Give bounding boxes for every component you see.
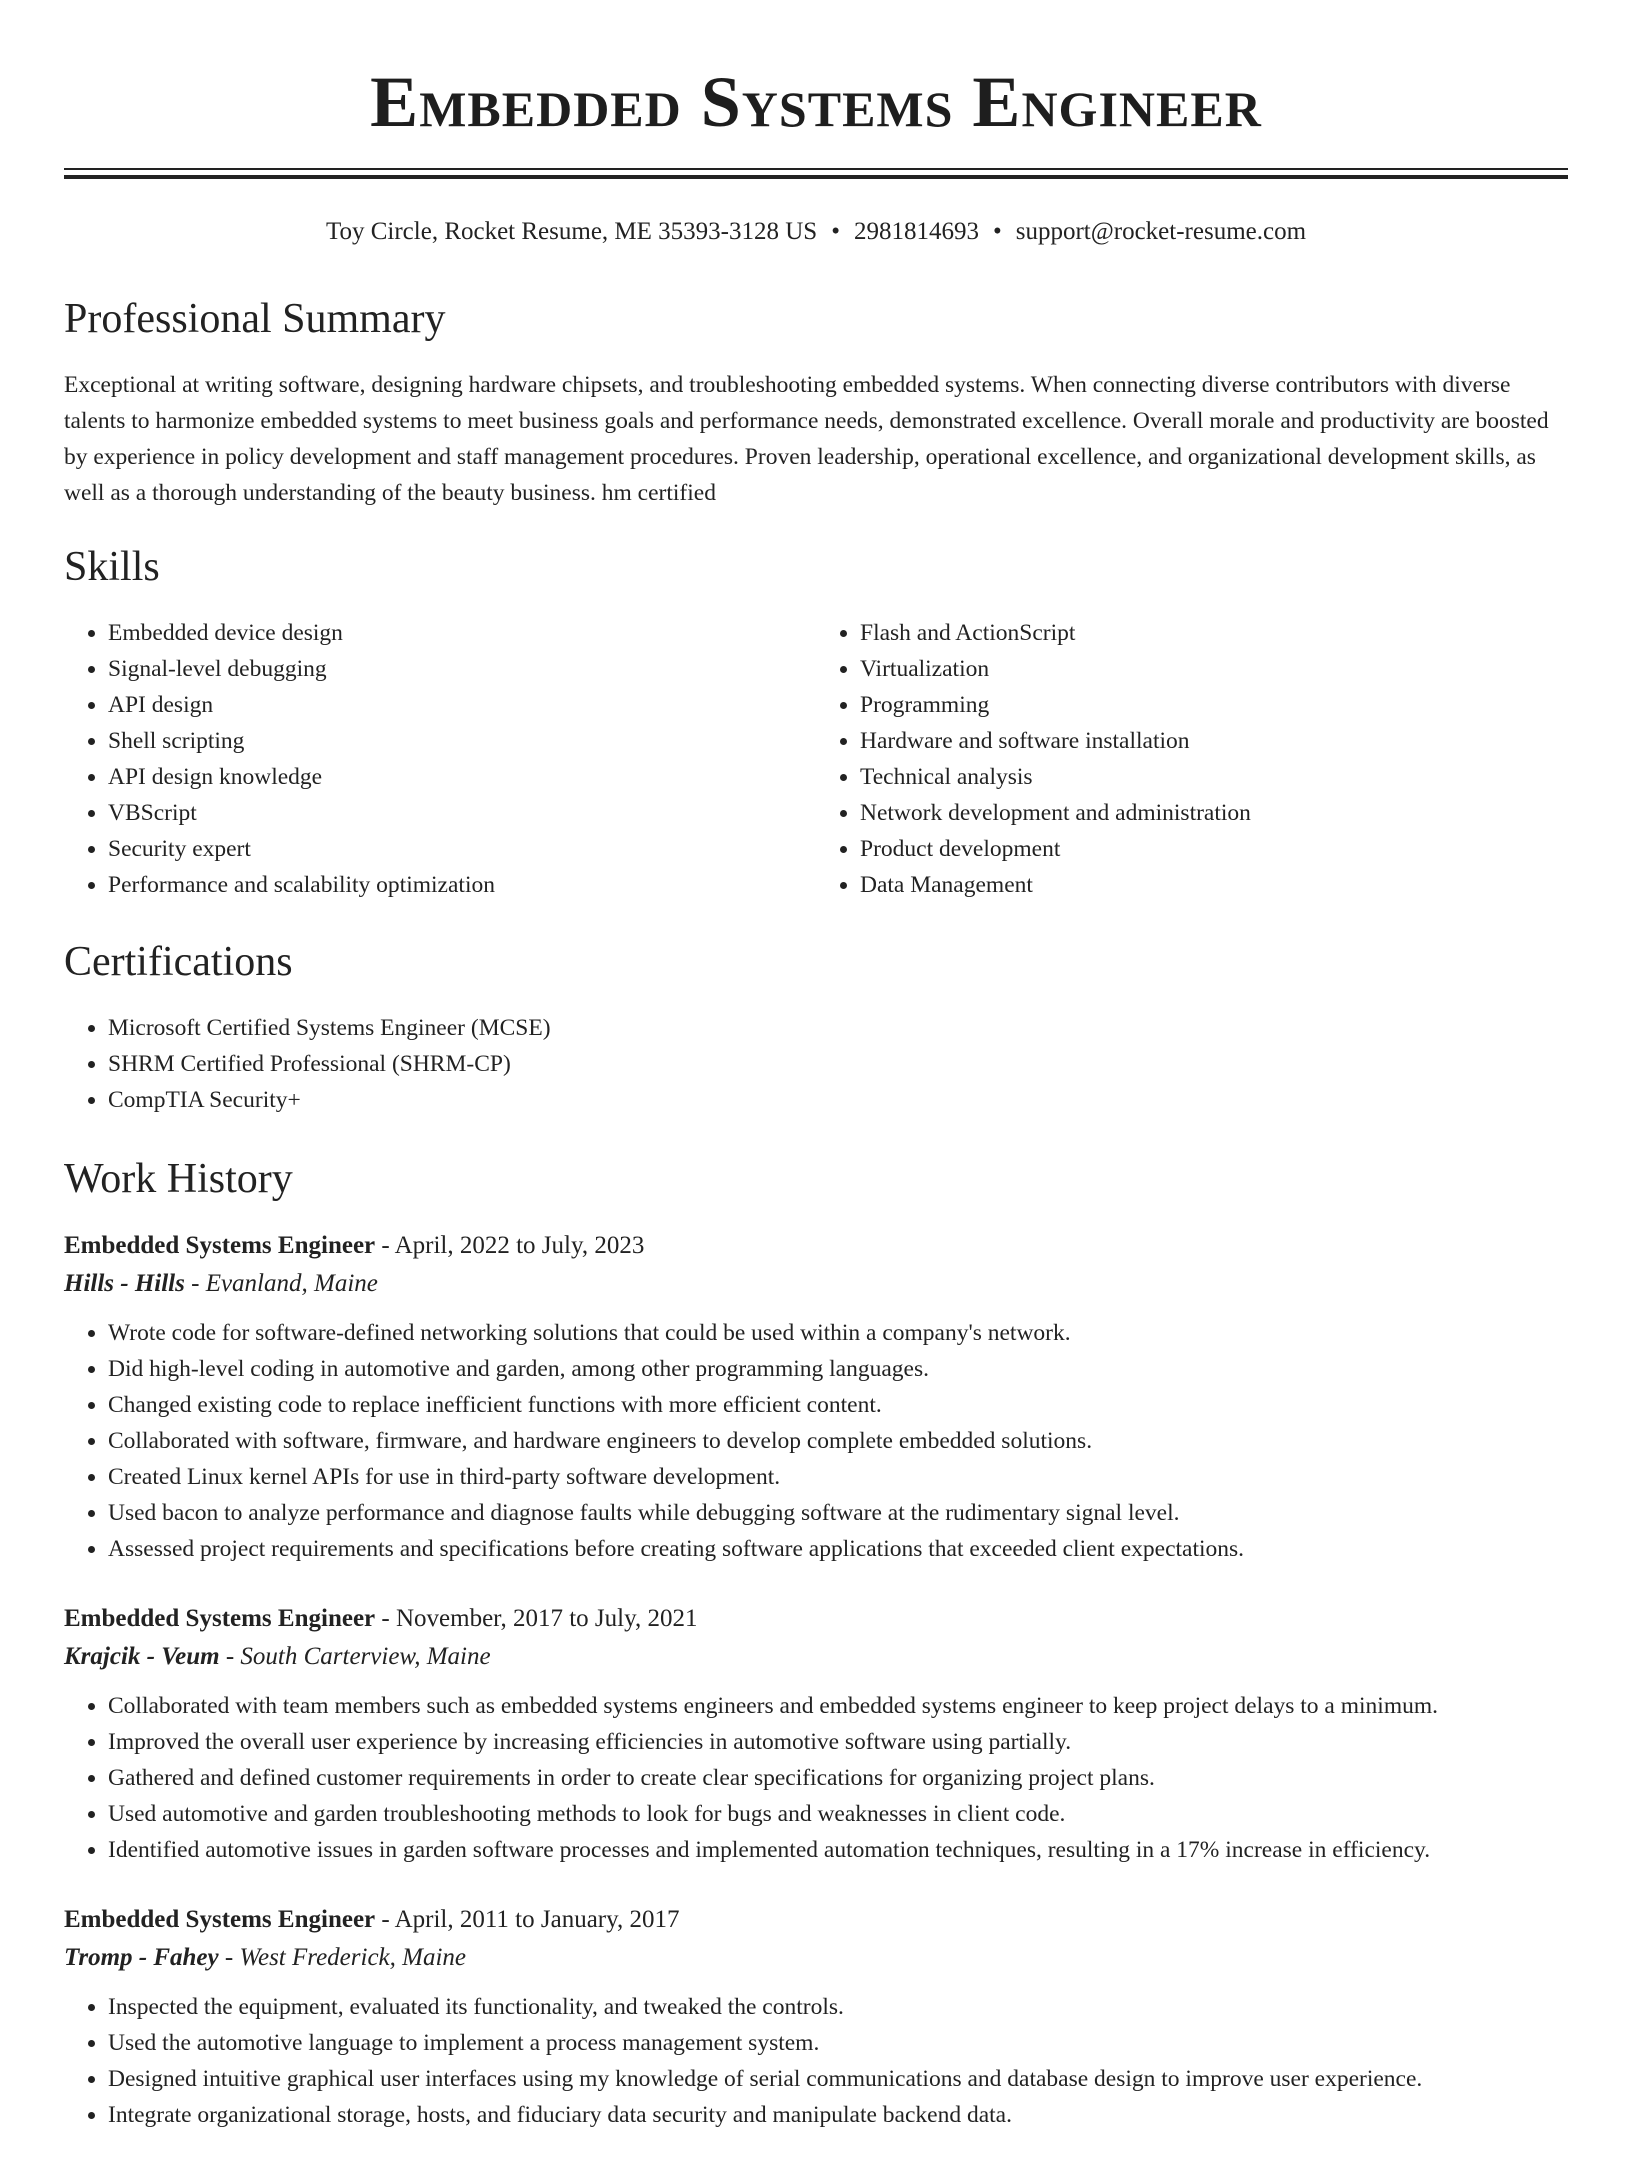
contact-separator: • (831, 218, 840, 245)
summary-heading: Professional Summary (64, 296, 446, 342)
list-item: • Collaborated with team members such as embedded systems engineers and embedded systems engineer to keep project delays to a minimum. (108, 1688, 1568, 1724)
list-item: • Product development (860, 831, 1568, 867)
contact-email: support@rocket-resume.com (1015, 218, 1307, 245)
job-dates: April, 2022 to July, 2023 (394, 1232, 645, 1259)
list-item: • Flash and ActionScript (860, 615, 1568, 651)
skills-grid (64, 615, 1568, 903)
list-item: • CompTIA Security+ (108, 1082, 1568, 1118)
list-item: • SHRM Certified Professional (SHRM-CP) (108, 1046, 1568, 1082)
list-item: • Assessed project requirements and specifications before creating software applications that exceeded client expectations. (108, 1531, 1568, 1567)
job-dash: - (375, 1232, 395, 1259)
job-bullets (64, 1688, 1568, 1868)
job-role: Embedded Systems Engineer (64, 1605, 376, 1632)
job-title-line (64, 1600, 1568, 1638)
list-item: • Gathered and defined customer requirements in order to create clear specifications for organizing project plans. (108, 1760, 1568, 1796)
list-item: • Designed intuitive graphical user interfaces using my knowledge of serial communications and database design to improve user experience. (108, 2061, 1568, 2097)
job-company-line (64, 1939, 1568, 1977)
job-entry (64, 1901, 1568, 2133)
list-item: • Virtualization (860, 651, 1568, 687)
list-item: • Performance and scalability optimization (108, 867, 816, 903)
list-item: • Changed existing code to replace inefficient functions with more efficient content. (108, 1387, 1568, 1423)
job-entry (64, 1600, 1568, 1868)
list-item: • Did high-level coding in automotive and garden, among other programming languages. (108, 1351, 1568, 1387)
title-divider-thin (64, 168, 1568, 170)
job-company: Krajcik - Veum (64, 1643, 220, 1670)
job-role: Embedded Systems Engineer (64, 1906, 376, 1933)
list-item: • Shell scripting (108, 723, 816, 759)
job-location: Evanland, Maine (205, 1270, 378, 1297)
job-dash: - (375, 1906, 395, 1933)
work-history-heading: Work History (64, 1156, 293, 1202)
list-item: • Created Linux kernel APIs for use in third-party software development. (108, 1459, 1568, 1495)
list-item: • Inspected the equipment, evaluated its functionality, and tweaked the controls. (108, 1989, 1568, 2025)
job-dash: - (184, 1270, 206, 1297)
job-dash: - (219, 1643, 241, 1670)
list-item: • VBScript (108, 795, 816, 831)
title-divider-thick (64, 175, 1568, 179)
job-entry (64, 1227, 1568, 1567)
list-item: • Data Management (860, 867, 1568, 903)
list-item: • API design (108, 687, 816, 723)
job-title-line (64, 1227, 1568, 1265)
list-item: • Programming (860, 687, 1568, 723)
job-dash: - (218, 1944, 240, 1971)
job-dates: April, 2011 to January, 2017 (394, 1906, 680, 1933)
job-bullets (64, 1315, 1568, 1567)
skills-section (64, 536, 1568, 903)
job-dates: November, 2017 to July, 2021 (395, 1605, 698, 1632)
list-item: • Embedded device design (108, 615, 816, 651)
contact-line (0, 214, 1632, 250)
list-item: • Microsoft Certified Systems Engineer (MCSE) (108, 1010, 1568, 1046)
job-location: South Carterview, Maine (240, 1643, 491, 1670)
resume-content (64, 288, 1568, 2166)
summary-section (64, 288, 1568, 511)
list-item: • Integrate organizational storage, hosts, and fiduciary data security and manipulate backend data. (108, 2097, 1568, 2133)
list-item: • Used automotive and garden troubleshooting methods to look for bugs and weaknesses in client code. (108, 1796, 1568, 1832)
list-item: • Used the automotive language to implement a process management system. (108, 2025, 1568, 2061)
list-item: • Hardware and software installation (860, 723, 1568, 759)
work-history-section (64, 1148, 1568, 2133)
contact-separator: • (992, 218, 1002, 245)
contact-phone: 2981814693 (853, 218, 979, 245)
list-item: • Identified automotive issues in garden software processes and implemented automation techniques, resulting in a 17% increase in efficiency. (108, 1832, 1568, 1868)
list-item: • Network development and administration (860, 795, 1568, 831)
job-role: Embedded Systems Engineer (64, 1232, 376, 1259)
certifications-heading: Certifications (64, 939, 293, 985)
skills-list-left (64, 615, 816, 903)
job-dash: - (375, 1605, 396, 1632)
skills-list-right (816, 615, 1568, 903)
resume-title: Embedded Systems Engineer (370, 62, 1262, 142)
job-company: Tromp - Fahey (64, 1944, 219, 1971)
job-location: West Frederick, Maine (239, 1944, 467, 1971)
list-item: • API design knowledge (108, 759, 816, 795)
certifications-section (64, 931, 1568, 1118)
list-item: • Improved the overall user experience by increasing efficiencies in automotive software using partially. (108, 1724, 1568, 1760)
job-bullets (64, 1989, 1568, 2133)
summary-text: Exceptional at writing software, designing hardware chipsets, and troubleshooting embedded systems. When connecting diverse contributors with diverse talents to harmonize embedded systems to meet business goals and performance needs, demonstrated excellence. Overall morale and productivity are boosted by experience in policy development and staff management procedures. Proven leadership, operational excellence, and organizational development skills, as well as a thorough understanding of the beauty business. hm certified (64, 372, 1549, 506)
list-item: • Signal-level debugging (108, 651, 816, 687)
job-company-line (64, 1638, 1568, 1676)
contact-address: Toy Circle, Rocket Resume, ME 35393-3128 US (325, 218, 818, 245)
skills-heading: Skills (64, 544, 160, 590)
list-item: • Collaborated with software, firmware, and hardware engineers to develop complete embedded solutions. (108, 1423, 1568, 1459)
list-item: • Used bacon to analyze performance and diagnose faults while debugging software at the rudimentary signal level. (108, 1495, 1568, 1531)
certifications-list (64, 1010, 1568, 1118)
list-item: • Wrote code for software-defined networking solutions that could be used within a company's network. (108, 1315, 1568, 1351)
list-item: • Technical analysis (860, 759, 1568, 795)
job-company-line (64, 1265, 1568, 1303)
list-item: • Security expert (108, 831, 816, 867)
job-title-line (64, 1901, 1568, 1939)
job-company: Hills - Hills (64, 1270, 185, 1297)
